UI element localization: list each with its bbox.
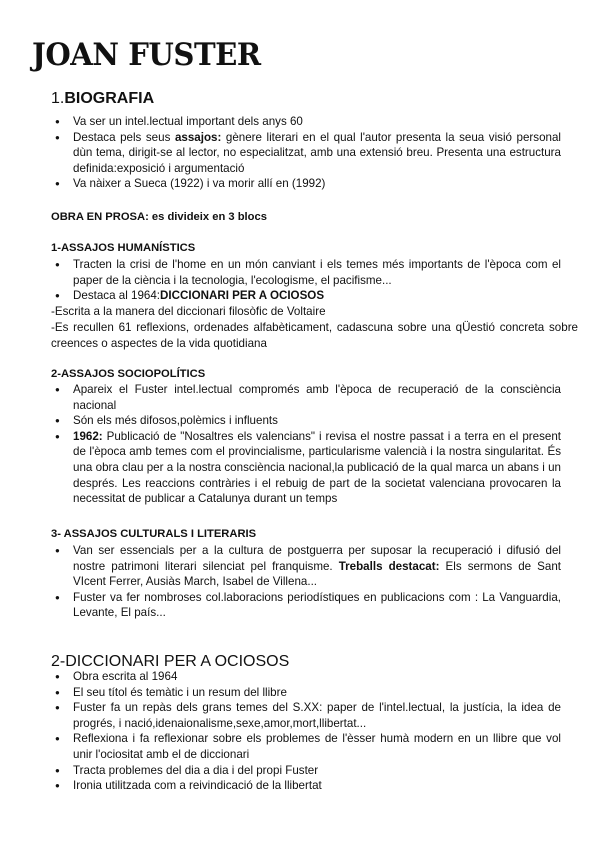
list-item xyxy=(51,429,561,507)
list-item-text: Apareix el Fuster intel.lectual compromés amb l'època de recuperació de la consciència nacional xyxy=(73,383,561,412)
list-item-text: Els sermons de Sant VIcent Ferrer, Ausiàs March, Isabel de Villena... xyxy=(73,559,561,589)
list-item xyxy=(51,114,561,130)
culturals-heading: 3- ASSAJOS CULTURALS I LITERARIS xyxy=(51,528,257,540)
list-item xyxy=(51,685,561,701)
list-item-text: Són els més difosos,polèmics i influents xyxy=(73,414,278,428)
list-item xyxy=(51,731,561,762)
list-item-text: Tracten la crisi de l'home en un món canviant i els temes més importants de l'època com el paper de la ciència i la tecnologia, l'ecologisme, el pacifisme... xyxy=(73,258,561,287)
list-item xyxy=(51,257,561,288)
culturals-list xyxy=(51,543,561,621)
list-item xyxy=(51,669,561,685)
list-item-text: Ironia utilitzada com a reivindicació de la llibertat xyxy=(73,779,322,793)
list-item xyxy=(51,288,561,304)
list-item xyxy=(51,130,561,177)
humanistics-line-1: -Escrita a la manera del diccionari filosòfic de Voltaire xyxy=(51,305,326,318)
list-item-text: Tracta problemes del dia a dia i del propi Fuster xyxy=(73,763,319,777)
humanistics-line-2: -Es recullen 61 reflexions, ordenades alfabèticament, cadascuna sobre una qÜestió concreta sobre creences o aspectes de la vida quotidiana xyxy=(51,321,578,350)
list-item xyxy=(51,778,561,794)
list-item-text: Destaca al 1964: xyxy=(73,289,161,303)
list-item-text: Va nàixer a Sueca (1922) i va morir allí en (1992) xyxy=(73,177,326,191)
list-item-bold: assajos: xyxy=(174,130,222,144)
section-heading-biografia xyxy=(51,89,154,109)
list-item-text: Fuster fa un repàs dels grans temes del S.XX: paper de l'intel.lectual, la justícia, la idea de progrés, i nació,idenaionalisme,sexe,amor,mort,llibertat... xyxy=(73,701,561,730)
list-item-text: Va ser un intel.lectual important dels anys 60 xyxy=(73,115,303,128)
list-item-text: Destaca pels seus xyxy=(73,130,175,144)
list-item xyxy=(51,543,561,590)
diccionari-list xyxy=(51,669,561,794)
list-item-text: Van ser essencials per a la cultura de postguerra per suposar la recuperació i difusió del nostre patrimoni literari silenciat pel franquisme. xyxy=(73,544,561,573)
list-item-text: gènere literari en el qual l'autor presenta la seua visió personal dùn tema, dirigit-se al lector, no especialitzat, amb una extensió breu. Presenta una estructura definida:exposició i argumentació xyxy=(73,130,562,175)
section-number: 1. xyxy=(51,90,65,107)
obra-heading: OBRA EN PROSA: es divideix en 3 blocs xyxy=(51,211,267,223)
humanistics-heading: 1-ASSAJOS HUMANÍSTICS xyxy=(51,242,196,254)
list-item-bold: DICCIONARI PER A OCIOSOS xyxy=(160,289,325,303)
document-title: JOAN FUSTER xyxy=(32,37,261,73)
list-item-text: Publicació de "Nosaltres els valencians" i revisa el nostre passat i a terra en el present de l'època amb temes com el provincialisme, particularisme valencià i la nostra singularitat. És una obra clau per a la nostra consciència nacional,la publicació de la qual marca un abans i un després. Les reaccions contràries i el rebuig de part de la societat valenciana provocaren la necessitat de publicar a Catalunya durant un temps xyxy=(73,429,561,506)
biografia-list xyxy=(51,114,561,192)
sociopolitics-heading: 2-ASSAJOS SOCIOPOLÍTICS xyxy=(51,368,206,380)
list-item-bold: Treballs destacat: xyxy=(338,559,440,573)
list-item xyxy=(51,590,561,621)
list-item-text: Obra escrita al 1964 xyxy=(73,670,178,683)
list-item-text: Fuster va fer nombroses col.laboracions periodístiques en publicacions com : La Vanguardia, Levante, El país... xyxy=(73,590,561,620)
section-heading-diccionari: 2-DICCIONARI PER A OCIOSOS xyxy=(51,653,290,670)
list-item xyxy=(51,413,561,429)
list-item-text: El seu títol és temàtic i un resum del llibre xyxy=(73,685,287,699)
list-item xyxy=(51,382,561,413)
list-item xyxy=(51,763,561,779)
list-item xyxy=(51,700,561,731)
humanistics-list xyxy=(51,257,561,304)
section-heading-text: BIOGRAFIA xyxy=(64,90,155,107)
list-item-bold: 1962: xyxy=(73,429,103,443)
list-item-text: Reflexiona i fa reflexionar sobre els problemes de l'èsser humà modern en un llibre que vol unir l'ociositat amb el de diccionari xyxy=(73,732,561,761)
sociopolitics-list xyxy=(51,382,561,507)
list-item xyxy=(51,176,561,192)
